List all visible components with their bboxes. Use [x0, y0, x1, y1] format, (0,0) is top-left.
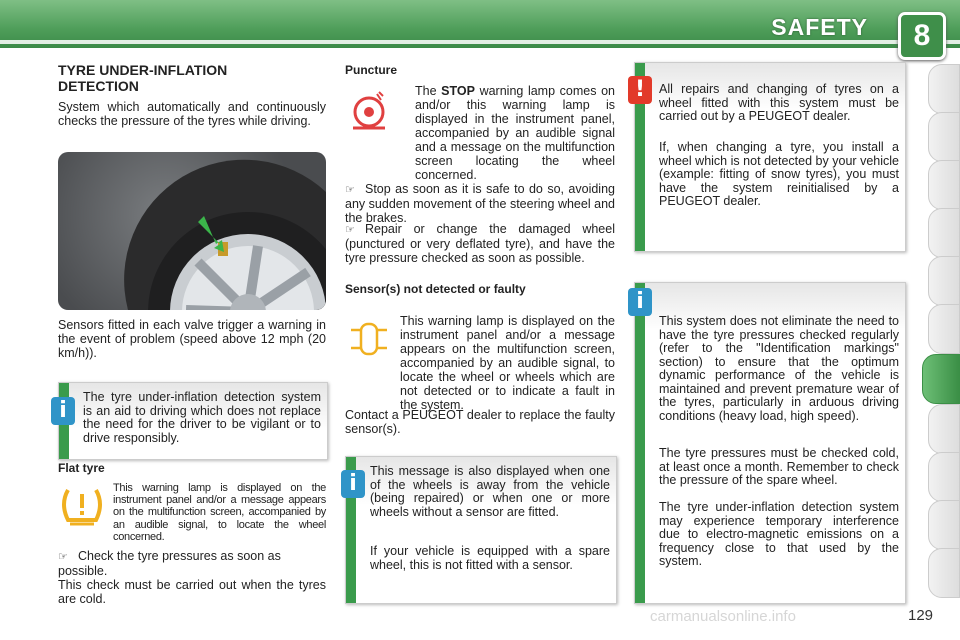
warning-icon: ! — [628, 76, 652, 104]
info-box-middle — [345, 456, 617, 604]
info-box-accent — [635, 283, 645, 603]
tyre-valve-photo — [58, 152, 326, 310]
info-box-right — [634, 282, 906, 604]
info-box-middle-p1: This message is also displayed when one of the wheels is away from the vehicle (being repaired) or when one or more wheels without a sensor are fitted. — [370, 464, 610, 519]
warning-box-p1: All repairs and changing of tyres on a wheel fitted with this system must be carried out by a PEUGEOT dealer. — [659, 82, 899, 123]
info-icon: i — [341, 470, 365, 498]
info-box-right-p1: This system does not eliminate the need to have the tyre pressures checked regularly (refer to the "Identification markings" section) to ensure that the optimum dynamic performance of the vehicle is maintained and prevent premature wear of the tyres, particularly in arduous driving conditions (heavy load, high speed). — [659, 314, 899, 423]
flat-tyre-bullet: Check the tyre pressures as soon as possible. — [58, 549, 281, 578]
info-icon: i — [51, 397, 75, 425]
tyre-pressure-warning-icon — [58, 484, 106, 533]
chapter-tab[interactable] — [928, 304, 960, 354]
stop-prefix: The — [415, 84, 437, 98]
info-box-middle-p2: If your vehicle is equipped with a spare wheel, this is not fitted with a sensor. — [370, 544, 610, 572]
stop-warning-icon — [347, 90, 391, 137]
flat-tyre-heading: Flat tyre — [58, 461, 105, 475]
info-box-text: The tyre under-inflation detection system is an aid to driving which does not replace the need for the driver to be vigilant or to drive responsibly. — [83, 390, 321, 445]
chapter-tab-active[interactable] — [922, 354, 960, 404]
flat-tyre-text: This warning lamp is displayed on the instrument panel and/or a message appears on the multifunction screen, accompanied by an audible signal, to locate the wheel concerned. — [113, 482, 326, 543]
chapter-tab[interactable] — [928, 548, 960, 598]
chapter-tab[interactable] — [928, 208, 960, 258]
chapter-tabs — [926, 64, 960, 624]
flat-tyre-cold-text: This check must be carried out when the tyres are cold. — [58, 578, 326, 606]
contact-dealer-text: Contact a PEUGEOT dealer to replace the faulty sensor(s). — [345, 408, 615, 436]
info-icon: i — [628, 288, 652, 316]
puncture-bullet-1: Stop as soon as it is safe to do so, avoiding any sudden movement of the steering wheel and the brakes. — [345, 182, 615, 225]
puncture-heading: Puncture — [345, 63, 398, 77]
warning-box — [634, 62, 906, 252]
section-heading: TYRE UNDER-INFLATION DETECTION — [58, 62, 228, 94]
chapter-tab[interactable] — [928, 404, 960, 454]
stop-text: warning lamp comes on and/or this warning lamp is displayed in the instrument panel, accompanied by an audible signal and a message on the multifunction screen locating the wheel concerned. — [415, 84, 615, 182]
sensor-fault-icon — [347, 318, 391, 365]
intro-text: System which automatically and continuously checks the pressure of the tyres while driving. — [58, 100, 326, 128]
chapter-tab[interactable] — [928, 160, 960, 210]
puncture-bullet-2: Repair or change the damaged wheel (punctured or very deflated tyre), and have the tyre pressure checked as soon as possible. — [345, 222, 615, 265]
page-number: 129 — [908, 607, 934, 624]
chapter-tab[interactable] — [928, 64, 960, 114]
pointer-icon: ☞ — [345, 224, 355, 236]
chapter-tab[interactable] — [928, 500, 960, 550]
chapter-number: 8 — [898, 12, 946, 60]
stop-keyword: STOP — [441, 84, 475, 98]
pointer-icon: ☞ — [58, 551, 68, 563]
sensor-text: This warning lamp is displayed on the instrument panel and/or a message appears on the multifunction screen, accompanied by an audible signal, to locate the wheel or wheels which are not detected or to indicate a fault in the system. — [400, 314, 615, 412]
page-title: SAFETY — [771, 14, 868, 40]
chapter-tab[interactable] — [928, 112, 960, 162]
chapter-tab[interactable] — [928, 452, 960, 502]
sensor-heading: Sensor(s) not detected or faulty — [345, 282, 526, 296]
pointer-icon: ☞ — [345, 184, 355, 196]
info-box-right-p3: The tyre under-inflation detection system may experience temporary interference due to electro-magnetic emissions on a frequency close to that used by the system. — [659, 500, 899, 568]
sensors-text: Sensors fitted in each valve trigger a warning in the event of problem (speed above 12 mph (20 km/h)). — [58, 318, 326, 360]
chapter-tab[interactable] — [928, 256, 960, 306]
watermark: carmanualsonline.info — [650, 608, 796, 625]
info-box-right-p2: The tyre pressures must be checked cold, at least once a month. Remember to check the pressure of the spare wheel. — [659, 446, 899, 487]
warning-box-p2: If, when changing a tyre, you install a wheel which is not detected by your vehicle (example: fitting of snow tyres), you must have the system reinitialised by a PEUGEOT dealer. — [659, 140, 899, 208]
info-box-left — [58, 382, 328, 460]
